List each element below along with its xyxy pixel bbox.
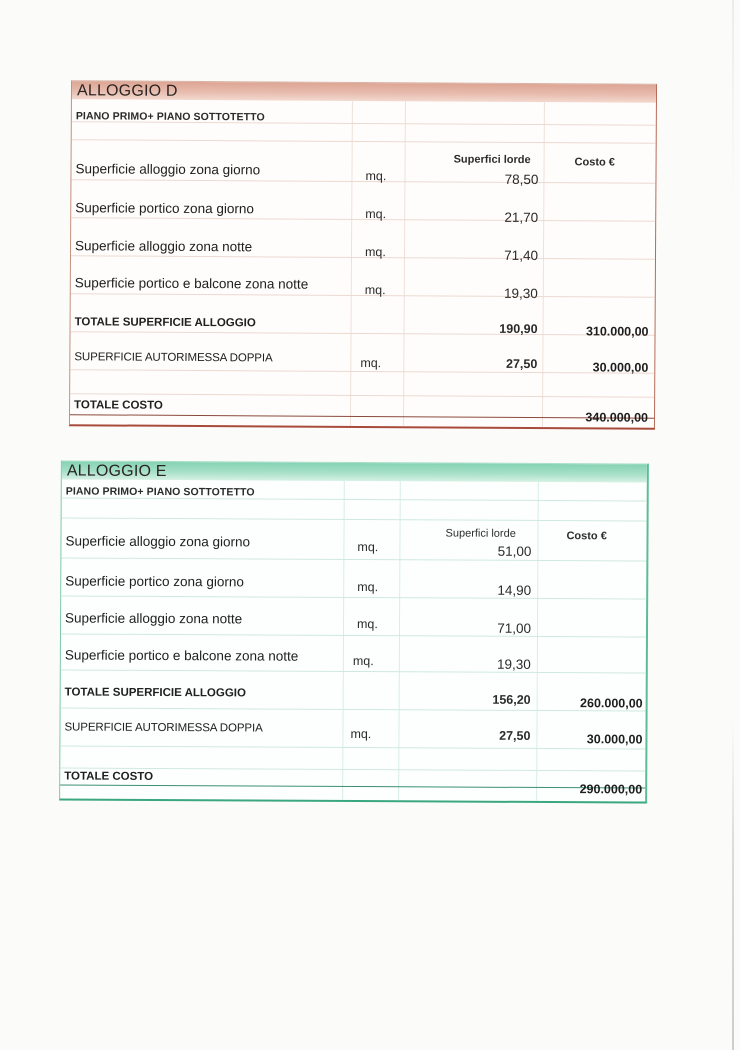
scan-edge-shadow — [732, 0, 734, 200]
garage-cost: 30.000,00 — [592, 360, 649, 375]
row-value: 19,30 — [496, 656, 531, 672]
grid-line — [71, 217, 655, 222]
table-title: ALLOGGIO D — [76, 82, 178, 100]
scan-edge-shadow — [732, 720, 734, 1050]
row-unit: mq. — [357, 580, 379, 595]
total-surface-value: 190,90 — [499, 321, 538, 337]
row-label: Superficie alloggio zona notte — [65, 610, 243, 627]
grid-line — [62, 517, 647, 521]
row-label: Superficie alloggio zona notte — [75, 238, 253, 255]
grid-line — [398, 481, 401, 800]
header-superfici: Superfici lorde — [453, 153, 531, 167]
table-alloggio-e — [59, 460, 649, 803]
grid-line — [72, 121, 656, 126]
grid-line — [71, 293, 655, 298]
total-surface-cost: 260.000,00 — [580, 696, 643, 711]
total-cost-value: 340.000,00 — [585, 410, 649, 425]
total-surface-value: 156,20 — [492, 692, 531, 707]
row-unit: mq. — [364, 245, 386, 260]
row-label: Superficie portico e balcone zona notte — [64, 647, 299, 664]
grid-line — [71, 255, 655, 260]
grid-line — [350, 101, 353, 426]
title-band — [62, 461, 647, 482]
total-surface-label: TOTALE SUPERFICIE ALLOGGIO — [64, 686, 246, 700]
grid-line — [342, 481, 345, 800]
header-costo: Costo € — [566, 530, 607, 543]
total-surface-cost: 310.000,00 — [585, 324, 649, 339]
table-alloggio-d — [69, 80, 657, 430]
row-unit: mq. — [357, 617, 378, 632]
table-subtitle: PIANO PRIMO+ PIANO SOTTOTETTO — [75, 110, 265, 124]
title-band — [72, 81, 656, 103]
garage-value: 27,50 — [506, 356, 538, 372]
garage-label: SUPERFICIE AUTORIMESSA DOPPIA — [64, 721, 263, 735]
garage-unit: mq. — [360, 355, 382, 371]
row-value: 71,00 — [497, 620, 532, 636]
grid-line — [62, 497, 647, 501]
row-value: 14,90 — [497, 582, 532, 598]
table-title: ALLOGGIO E — [66, 462, 167, 481]
grid-line — [536, 482, 539, 801]
row-label: Superficie portico zona giorno — [65, 573, 244, 590]
grid-line — [72, 139, 656, 144]
row-unit: mq. — [357, 540, 379, 555]
total-cost-value: 290.000,00 — [579, 782, 643, 797]
header-costo: Costo € — [574, 156, 615, 169]
row-label: Superficie alloggio zona giorno — [65, 533, 251, 550]
row-value: 51,00 — [497, 543, 532, 559]
total-cost-label: TOTALE COSTO — [64, 770, 154, 783]
garage-value: 27,50 — [499, 728, 531, 743]
row-unit: mq. — [352, 653, 374, 669]
grid-line — [403, 101, 406, 426]
grid-line — [542, 102, 545, 427]
header-superfici: Superfici lorde — [445, 527, 516, 540]
grid-line — [61, 557, 646, 561]
grid-line — [71, 179, 655, 184]
row-unit: mq. — [365, 169, 387, 184]
garage-cost: 30.000,00 — [586, 732, 643, 747]
row-unit: mq. — [365, 207, 387, 222]
garage-unit: mq. — [350, 726, 372, 742]
grid-line — [70, 393, 654, 398]
row-value: 21,70 — [504, 209, 539, 226]
row-value: 71,40 — [504, 247, 539, 264]
total-cost-label: TOTALE COSTO — [74, 399, 163, 412]
grid-line — [61, 595, 646, 599]
row-unit: mq. — [364, 283, 386, 298]
row-value: 19,30 — [503, 285, 538, 302]
row-value: 78,50 — [504, 171, 539, 188]
row-label: Superficie portico e balcone zona notte — [74, 275, 309, 292]
table-subtitle: PIANO PRIMO+ PIANO SOTTOTETTO — [65, 485, 255, 499]
grid-line — [61, 633, 646, 637]
grid-line — [61, 669, 646, 673]
garage-label: SUPERFICIE AUTORIMESSA DOPPIA — [74, 351, 273, 365]
row-label: Superficie portico zona giorno — [75, 200, 254, 217]
total-surface-label: TOTALE SUPERFICIE ALLOGGIO — [74, 316, 256, 330]
row-label: Superficie alloggio zona giorno — [75, 161, 261, 178]
